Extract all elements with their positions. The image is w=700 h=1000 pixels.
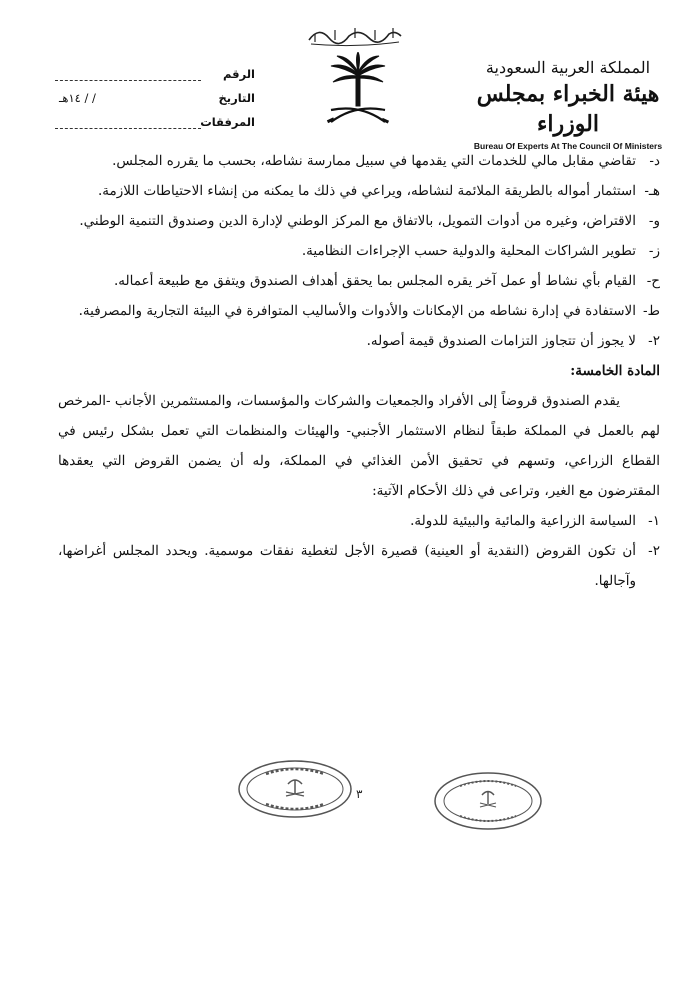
date-value: / / ١٤هـ [59, 91, 96, 105]
attachments-row [55, 110, 255, 134]
article-paragraph: يقدم الصندوق قروضاً إلى الأفراد والجمعيات والشركات والمؤسسات، والمستثمرين الأجانب -المرخص لهم بالعمل في المملكة طبقاً لنظام الاستثمار الأجنبي- والهيئات والمنظمات التي تعمل بشكل رئيس في القطاع الزراعي، وتسهم في تحقيق الأمن الغذائي في المملكة، وله أن يضمن القروض التي يعقدها المقترضون مع الغير، وتراعى في ذلك الأحكام الآتية: [58, 393, 660, 499]
organization-header [468, 58, 668, 151]
kingdom-name: المملكة العربية السعودية [485, 58, 651, 77]
palm-swords-emblem-icon [325, 52, 391, 128]
item-text: القيام بأي نشاط أو عمل آخر يقره المجلس بما يحقق أهداف الصندوق ويتفق مع طبيعة أعماله. [113, 273, 636, 289]
item-text: استثمار أمواله بالطريقة الملائمة لنشاطه، ويراعي في ذلك ما يمكنه من إنشاء الاحتياطات اللازمة. [97, 183, 636, 199]
clause-marker: ٢- [648, 333, 660, 349]
date-label: التاريخ [218, 91, 255, 105]
attachments-line [55, 116, 201, 129]
bureau-name-english: Bureau Of Experts At The Council Of Ministers [473, 141, 663, 151]
date-row [55, 86, 255, 110]
item-marker: د- [649, 153, 660, 169]
page-number: ٣ [356, 787, 363, 801]
item-marker: ح- [646, 273, 660, 289]
list-item [58, 176, 660, 206]
official-seal-stamp [236, 758, 354, 820]
clause-2 [58, 326, 660, 356]
list-item [58, 206, 660, 236]
list-item [58, 266, 660, 296]
clause-text: لا يجوز أن تتجاوز التزامات الصندوق قيمة أصوله. [366, 333, 636, 349]
provision-item [58, 506, 660, 536]
provision-text: أن تكون القروض (النقدية أو العينية) قصيرة الأجل لتغطية نفقات موسمية. ويحدد المجلس أغراضها، وآجالها. [58, 543, 636, 589]
attachments-label: المرفقات [200, 115, 255, 129]
item-marker: و- [648, 213, 660, 229]
list-item [58, 296, 660, 326]
list-item [58, 236, 660, 266]
official-seal-stamp [432, 770, 544, 832]
reference-number-label: الرقم [223, 67, 255, 81]
bureau-name-arabic: هيئة الخبراء بمجلس الوزراء [476, 81, 660, 137]
reference-number-row [55, 62, 255, 86]
item-text: تقاضي مقابل مالي للخدمات التي يقدمها في سبيل ممارسة نشاطه، بحسب ما يقرره المجلس. [112, 153, 636, 169]
bismillah-calligraphy [305, 20, 405, 48]
provision-text: السياسة الزراعية والمائية والبيئية للدولة. [410, 513, 636, 529]
document-body [58, 146, 660, 596]
item-text: تطوير الشراكات المحلية والدولية حسب الإجراءات النظامية. [301, 243, 636, 259]
reference-number-line [55, 68, 201, 81]
provision-marker: ٢- [648, 543, 660, 559]
item-marker: هـ- [644, 183, 660, 199]
item-marker: ط- [642, 303, 660, 319]
provision-item [58, 536, 660, 596]
article-heading: المادة الخامسة: [570, 363, 660, 379]
provision-marker: ١- [648, 513, 660, 529]
item-text: الاقتراض، وغيره من أدوات التمويل، بالاتفاق مع المركز الوطني لإدارة الدين وصندوق التنمية الوطني. [79, 213, 636, 229]
list-item [58, 146, 660, 176]
item-text: الاستفادة في إدارة نشاطه من الإمكانات والأدوات والأساليب المتوافرة في البيئة التجارية والمصرفية. [78, 303, 636, 319]
item-marker: ز- [648, 243, 660, 259]
reference-block [55, 62, 255, 134]
